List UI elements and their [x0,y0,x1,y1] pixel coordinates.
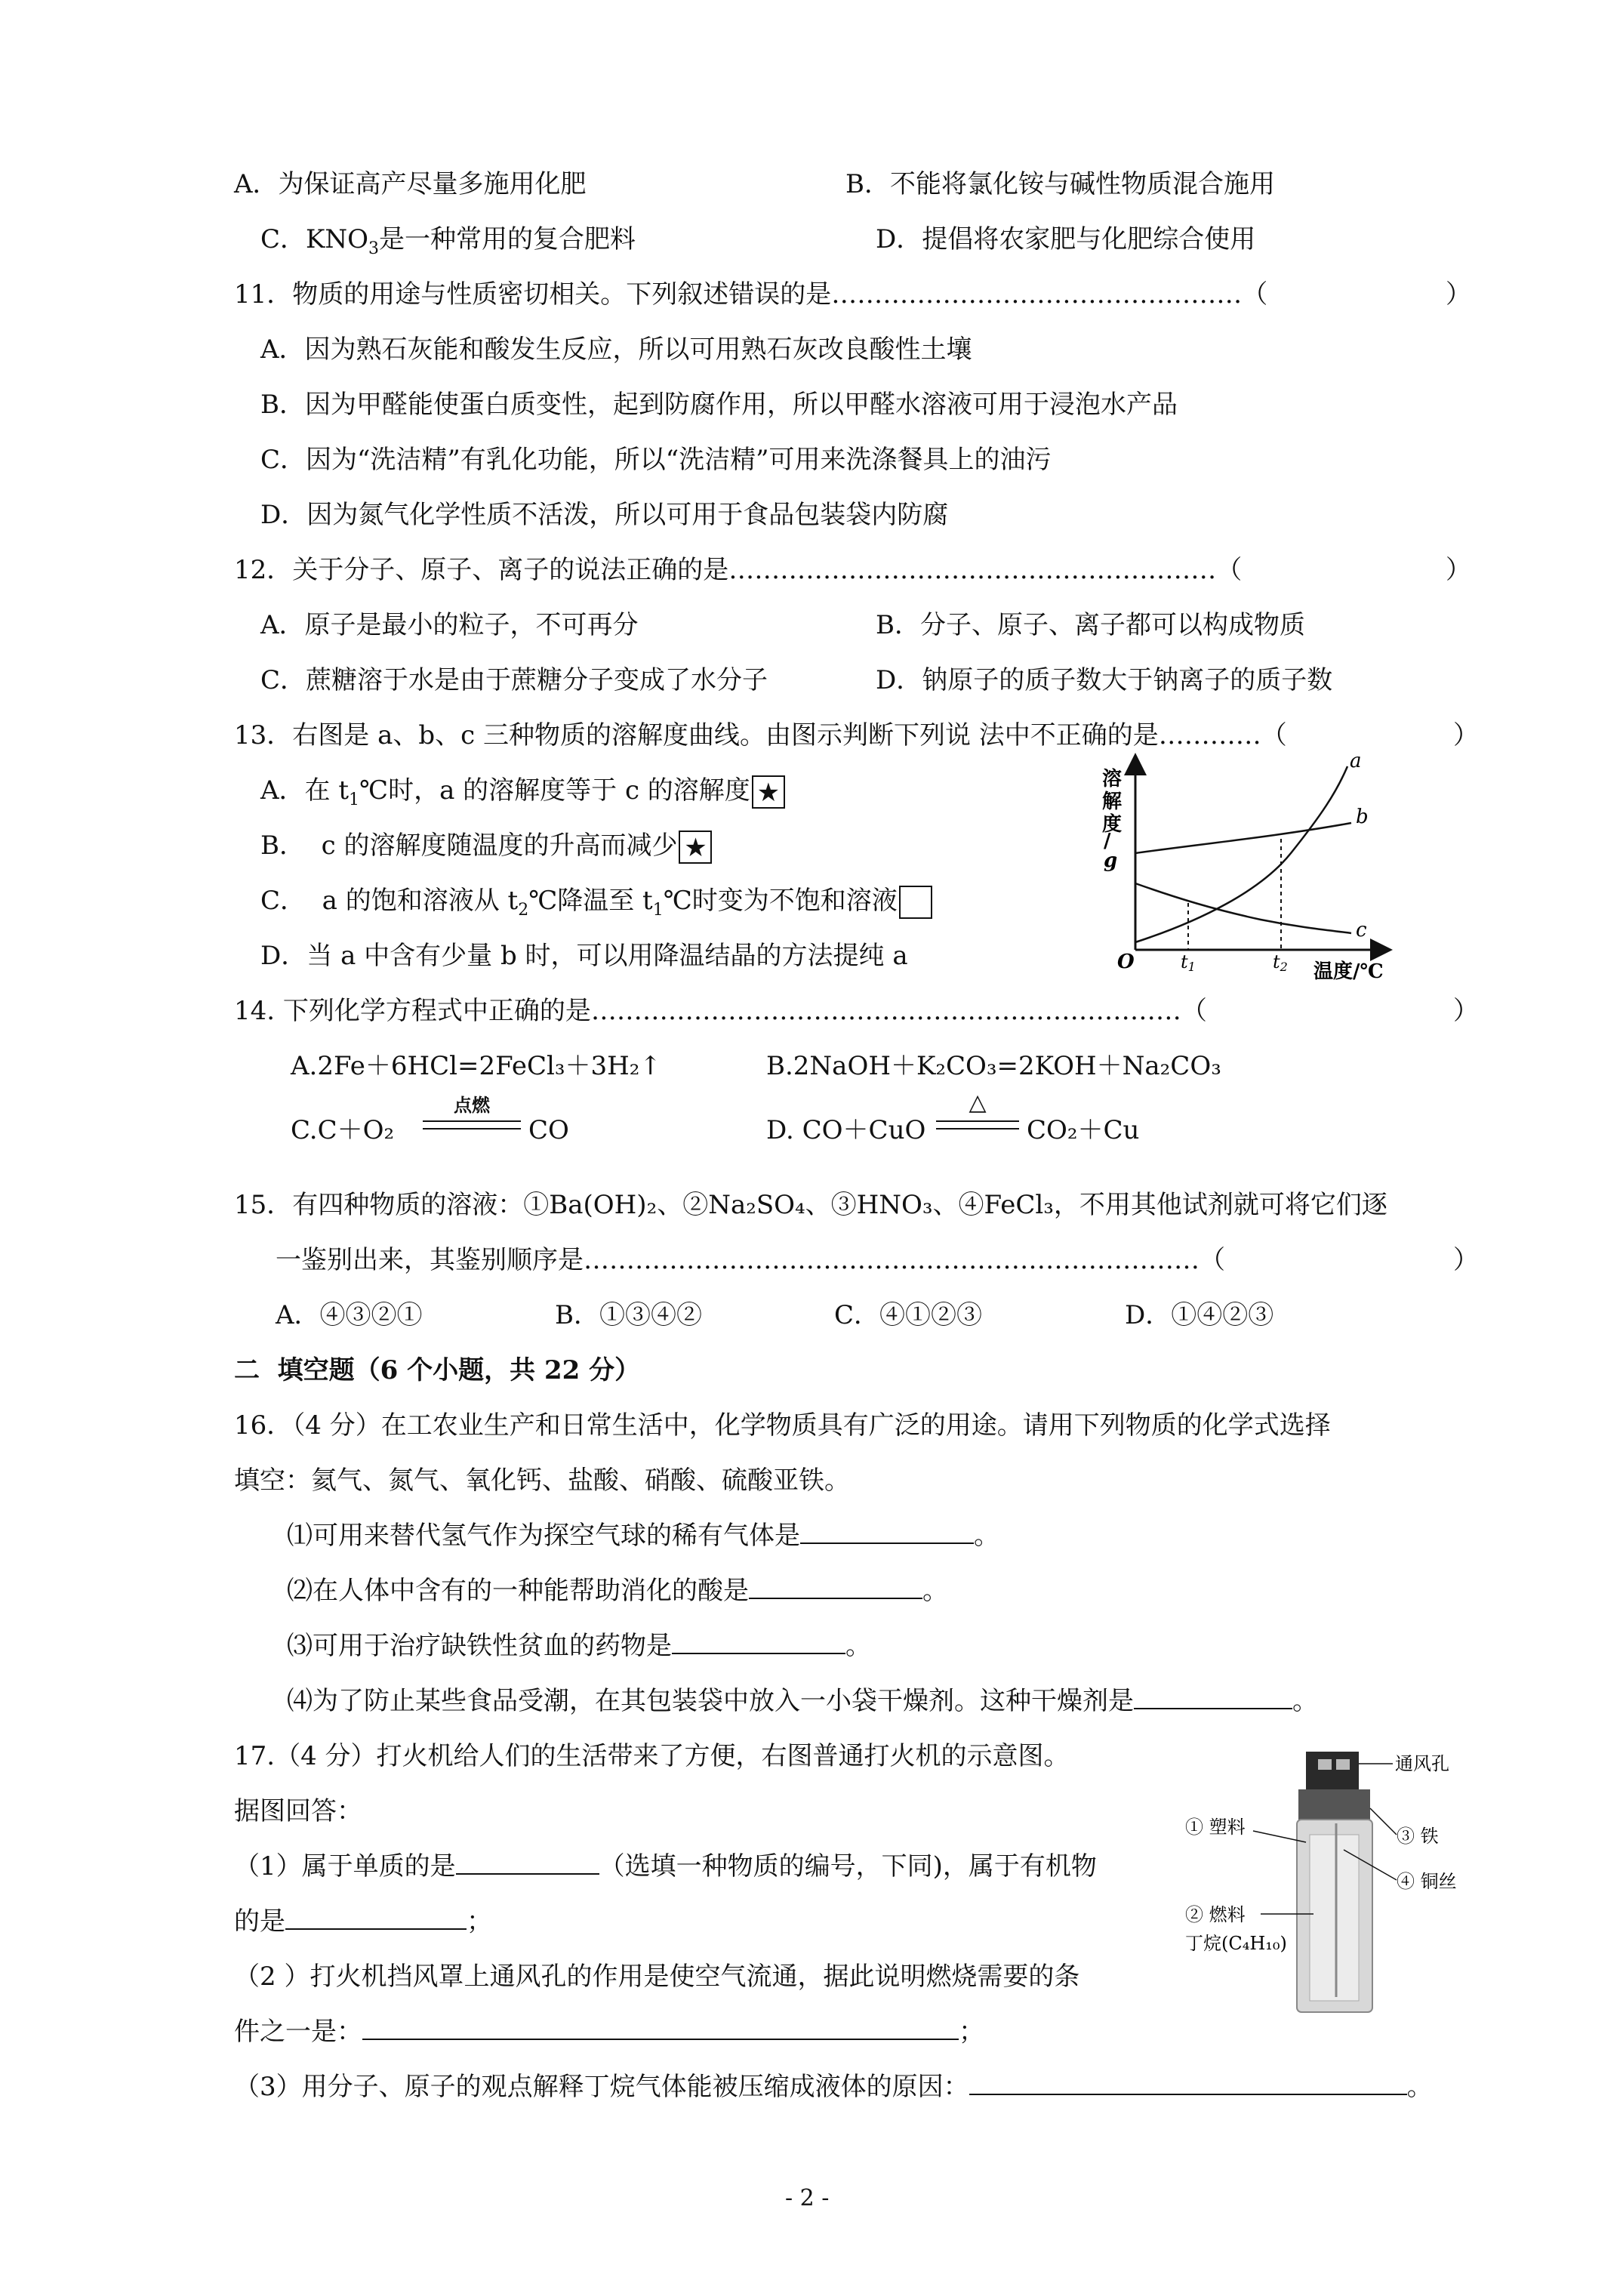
q10-option-c: C．$KNO_3$是一种常用的复合肥料 [260,224,636,258]
q12-stem: 12．关于分子、原子、离子的说法正确的是…………………………………………………（ [234,555,1243,585]
q14-option-d-condition: △ [969,1089,987,1116]
q11-option-d: D．因为氮气化学性质不活泼，所以可用于食品包装袋内防腐 [260,500,949,530]
q14-option-b: B.2NaOH＋K₂CO₃=2KOH＋Na₂CO₃ [766,1051,1221,1081]
q10-option-b: B．不能将氯化铵与碱性物质混合施用 [845,169,1275,199]
q17-answer-blank-3[interactable] [969,2071,1407,2095]
x-axis-label: 温度/℃ [1313,960,1384,982]
q17-part-2-cont: 件之一是： ； [234,2017,984,2047]
q14-option-c-right: CO [528,1115,569,1145]
page-number: - 2 - [785,2185,830,2211]
origin-label: O [1117,951,1135,973]
q10-option-a: A．为保证高产尽量多施用化肥 [234,169,587,199]
q17-stem-line2: 据图回答： [234,1796,362,1826]
q12-option-c: C．蔗糖溶于水是由于蔗糖分子变成了水分子 [260,665,768,695]
q17-answer-blank-2[interactable] [362,2016,959,2040]
y-axis-label-3: 度 [1102,813,1123,836]
q16-part-4: ⑷为了防止某些食品受潮，在其包装袋中放入一小袋干燥剂。这种干燥剂是 。 [287,1686,1318,1716]
q16-answer-blank-2[interactable] [749,1575,922,1599]
q13-bracket-close: ） [1453,720,1479,750]
q17-answer-blank-1b[interactable] [285,1906,467,1930]
q15-stem: 15．有四种物质的溶液：①Ba(OH)₂、②Na₂SO₄、③HNO₃、④FeCl₃，不用其他试剂就可将它们逐 [234,1190,1387,1220]
q10-option-d: D．提倡将农家肥与化肥综合使用 [876,224,1256,254]
q16-answer-blank-3[interactable] [672,1630,845,1654]
label-plastic: ① 塑料 [1185,1817,1246,1838]
t2-label: t2 [1273,951,1288,974]
y-axis-label-2: 解 [1102,791,1123,813]
q15-option-d: D．①④②③ [1125,1300,1274,1330]
q14-option-c-equals [423,1120,521,1130]
q12-bracket-close: ） [1446,555,1471,585]
curve-b [1135,823,1351,853]
q13-option-c: C． a 的饱和溶液从 $t_2℃$降温至 $t_1℃$时变为不饱和溶液 [260,884,932,927]
q14-option-c-condition: 点燃 [454,1095,490,1116]
solubility-graph [1087,747,1404,982]
q17-part-1-cont: 的是 ； [234,1906,492,1937]
q13-option-b: B． c 的溶解度随温度的升高而减少 ★ [260,829,712,864]
q14-option-d-right: CO₂＋Cu [1027,1115,1140,1145]
q11-option-a: A．因为熟石灰能和酸发生反应，所以可用熟石灰改良酸性土壤 [260,334,972,365]
q17-part-3: （3）用分子、原子的观点解释丁烷气体能被压缩成液体的原因： 。 [234,2072,1433,2102]
q15-option-b: B．①③④② [555,1300,702,1330]
q11-option-c: C．因为“洗洁精”有乳化功能，所以“洗洁精”可用来洗涤餐具上的油污 [260,445,1052,475]
label-copper: ④ 铜丝 [1397,1871,1457,1892]
q13-option-d: D．当 a 中含有少量 b 时，可以用降温结晶的方法提纯 a [260,941,908,971]
q11-bracket-close: ） [1446,279,1471,310]
q14-option-d-left: D. CO＋CuO [766,1115,926,1145]
q14-option-d-equals [936,1120,1019,1130]
q15-stem-line2: 一鉴别出来，其鉴别顺序是………………………………………………………………（ [276,1245,1225,1275]
q11-stem: 11．物质的用途与性质密切相关。下列叙述错误的是…………………………………………（ [234,279,1268,310]
q13-a-star-box[interactable]: ★ [752,775,785,809]
q17-answer-blank-1a[interactable] [456,1851,599,1875]
label-fuel: ② 燃料 [1185,1904,1246,1925]
lighter-head [1298,1789,1370,1820]
y-axis-label-4: / [1104,830,1111,852]
q16-answer-blank-1[interactable] [800,1520,974,1544]
q17-stem: 17.（4 分）打火机给人们的生活带来了方便，右图普通打火机的示意图。 [234,1741,1070,1771]
q13-option-a: A．在 $t_1℃$时，a 的溶解度等于 c 的溶解度 ★ [260,774,785,817]
q14-stem: 14. 下列化学方程式中正确的是……………………………………………………………（ [234,996,1207,1026]
q16-part-3: ⑶可用于治疗缺铁性贫血的药物是 。 [287,1631,871,1661]
label-butane: 丁烷(C₄H₁₀) [1185,1933,1287,1954]
label-iron: ③ 铁 [1397,1826,1439,1847]
q15-option-c: C．④①②③ [834,1300,983,1330]
q13-c-empty-box[interactable] [899,886,932,919]
q13-b-star-box[interactable]: ★ [679,831,712,864]
q16-stem: 16．（4 分）在工农业生产和日常生活中，化学物质具有广泛的用途。请用下列物质的化学式选择 [234,1410,1331,1441]
section-2-title: 二 填空题（6 个小题，共 22 分） [234,1355,641,1385]
q12-option-a: A．原子是最小的粒子，不可再分 [260,610,639,640]
q16-stem-line2: 填空：氦气、氮气、氧化钙、盐酸、硝酸、硫酸亚铁。 [234,1465,850,1496]
q12-option-b: B．分子、原子、离子都可以构成物质 [876,610,1305,640]
y-axis-label-1: 溶 [1102,768,1123,791]
label-vent: 通风孔 [1395,1753,1449,1774]
curve-b-label: b [1356,806,1369,828]
q14-option-a: A.2Fe＋6HCl=2FeCl₃＋3H₂↑ [291,1051,661,1081]
lighter-figure [1185,1737,1502,2023]
q17-part-1: （1）属于单质的是 （选填一种物质的编号，下同)，属于有机物 [234,1851,1097,1881]
curve-c-label: c [1356,919,1367,942]
t1-label: t1 [1181,951,1196,974]
q16-part-2: ⑵在人体中含有的一种能帮助消化的酸是 。 [287,1576,948,1606]
q16-answer-blank-4[interactable] [1134,1685,1292,1709]
y-axis-label-5: g [1104,849,1118,872]
q15-bracket-close: ） [1453,1245,1479,1275]
q14-option-c-left: C.C＋O₂ [291,1115,395,1145]
q15-option-a: A．④③②① [276,1300,423,1330]
q16-part-1: ⑴可用来替代氢气作为探空气球的稀有气体是 。 [287,1521,999,1551]
curve-c [1135,883,1351,933]
q12-option-d: D．钠原子的质子数大于钠离子的质子数 [876,665,1333,695]
q17-part-2: （2 ）打火机挡风罩上通风孔的作用是使空气流通，据此说明燃烧需要的条 [234,1962,1080,1992]
lighter-vent [1318,1759,1332,1770]
q11-option-b: B．因为甲醛能使蛋白质变性，起到防腐作用，所以甲醛水溶液可用于浸泡水产品 [260,390,1178,420]
curve-a-label: a [1350,750,1362,772]
q14-bracket-close: ） [1453,996,1479,1026]
lighter-cap [1306,1752,1359,1789]
q13-stem: 13．右图是 a、b、c 三种物质的溶解度曲线。由图示判断下列说 法中不正确的是…………（ [234,720,1287,750]
